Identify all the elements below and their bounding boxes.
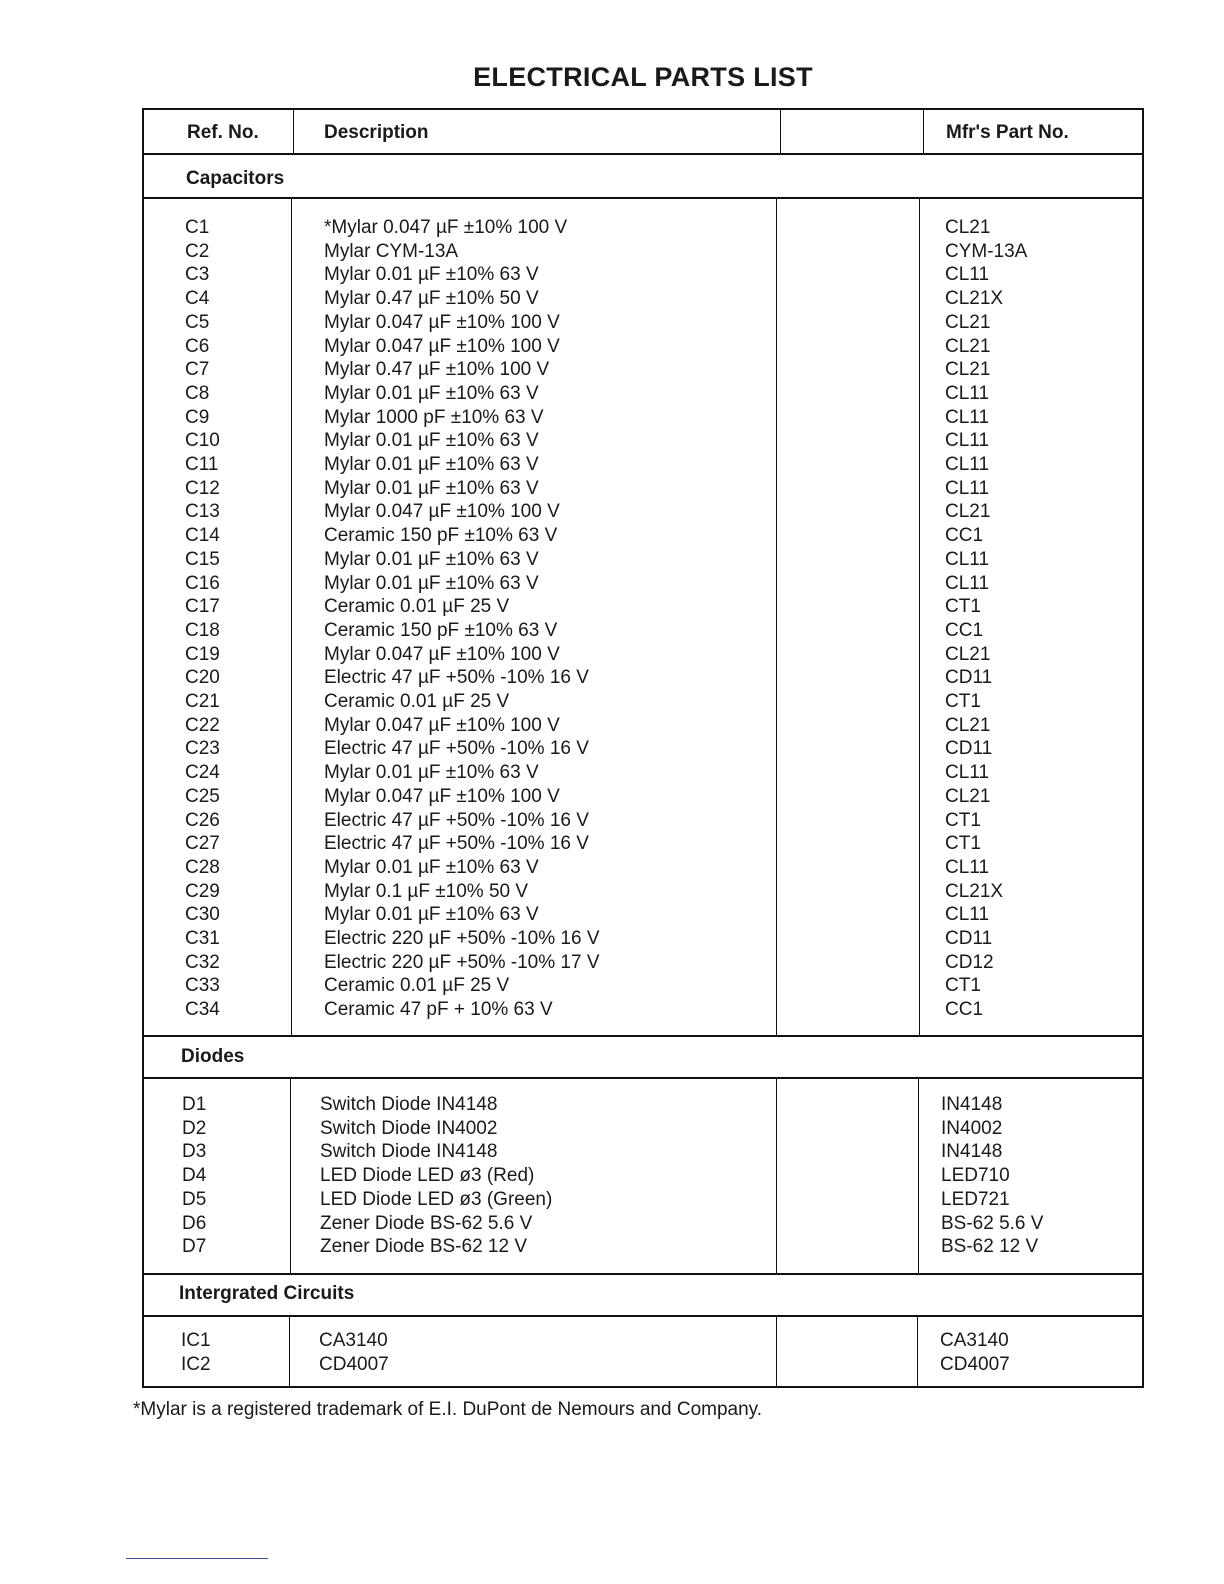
ics-divider (144, 1315, 1142, 1317)
description-cell: Mylar 0.01 µF ±10% 63 V (324, 572, 539, 594)
description-cell: Mylar 0.01 µF ±10% 63 V (324, 856, 539, 878)
mfr-part-cell: CL21 (945, 217, 991, 238)
section-title-ics: Intergrated Circuits (179, 1283, 355, 1304)
ref-cell: C18 (185, 619, 220, 641)
bottom-rule (126, 1558, 268, 1559)
col-line (918, 1078, 919, 1273)
description-cell: Mylar 0.01 µF ±10% 63 V (324, 454, 539, 475)
mfr-part-cell: CL11 (945, 264, 990, 286)
ref-cell: C23 (185, 738, 220, 760)
mfr-part-cell: IN4002 (941, 1117, 1003, 1139)
footnote: *Mylar is a registered trademark of E.I. DuPont de Nemours and Company. (133, 1399, 763, 1420)
ref-cell: C27 (185, 833, 220, 855)
col-line (289, 1316, 290, 1388)
mfr-part-cell: CL11 (945, 904, 990, 926)
diodes-end-divider (144, 1273, 1142, 1275)
ref-cell: C1 (185, 217, 210, 238)
ref-cell: D7 (182, 1236, 207, 1258)
description-cell: Mylar 0.047 µF ±10% 100 V (324, 714, 560, 736)
description-cell: Ceramic 0.01 µF 25 V (324, 975, 510, 997)
col-line (293, 110, 294, 154)
mfr-part-cell: CL21 (945, 335, 991, 357)
ref-cell: C17 (185, 596, 220, 618)
description-cell: Mylar 0.047 µF ±10% 100 V (324, 643, 560, 665)
mfr-part-cell: LED710 (941, 1165, 1010, 1187)
mfr-part-cell: CT1 (945, 975, 981, 997)
description-cell: Mylar 0.047 µF ±10% 100 V (324, 335, 560, 357)
description-cell: Mylar 0.01 µF ±10% 63 V (324, 382, 539, 404)
description-cell: Electric 47 µF +50% -10% 16 V (324, 833, 589, 855)
section-title-capacitors: Capacitors (186, 168, 285, 189)
ref-cell: C34 (185, 999, 220, 1021)
description-cell: Mylar 0.47 µF ±10% 100 V (324, 359, 550, 381)
ref-cell: C13 (185, 501, 220, 523)
col-line (780, 110, 781, 154)
mfr-part-cell: CT1 (945, 596, 981, 618)
description-cell: Mylar CYM-13A (324, 240, 459, 262)
description-cell: Mylar 0.01 µF ±10% 63 V (324, 264, 539, 286)
description-cell: Mylar 1000 pF ±10% 63 V (324, 406, 544, 428)
ref-cell: C14 (185, 525, 220, 547)
description-cell: Ceramic 0.01 µF 25 V (324, 691, 510, 712)
ref-cell: C29 (185, 880, 220, 902)
mfr-part-cell: CL21X (945, 880, 1004, 902)
ref-cell: D6 (182, 1212, 207, 1234)
description-cell: Mylar 0.01 µF ±10% 63 V (324, 548, 539, 570)
mfr-part-cell: CYM-13A (945, 240, 1028, 262)
mfr-part-cell: LED721 (941, 1188, 1010, 1210)
mfr-part-cell: CL21 (945, 785, 991, 807)
ref-cell: C8 (185, 382, 210, 404)
mfr-part-cell: CL21X (945, 288, 1004, 310)
description-cell: LED Diode LED ø3 (Green) (320, 1188, 553, 1210)
description-cell: Mylar 0.01 µF ±10% 63 V (324, 430, 539, 452)
header-description: Description (324, 122, 429, 143)
ref-cell: C5 (185, 311, 210, 333)
capacitors-end-divider (144, 1035, 1142, 1037)
ref-cell: C28 (185, 856, 220, 878)
description-cell: Zener Diode BS-62 5.6 V (320, 1212, 533, 1234)
description-cell: Mylar 0.01 µF ±10% 63 V (324, 904, 539, 926)
mfr-part-cell: CD11 (945, 928, 993, 949)
col-line (917, 1316, 918, 1388)
ref-cell: D5 (182, 1188, 207, 1210)
mfr-part-cell: CL11 (945, 454, 990, 475)
mfr-part-cell: CC1 (945, 619, 984, 641)
description-cell: Mylar 0.047 µF ±10% 100 V (324, 785, 560, 807)
mfr-part-cell: CL21 (945, 501, 991, 523)
description-cell: Zener Diode BS-62 12 V (320, 1236, 528, 1258)
mfr-part-cell: CL11 (945, 406, 990, 428)
col-line (291, 198, 292, 1035)
col-line (776, 1316, 777, 1388)
ref-cell: C31 (185, 928, 220, 949)
mfr-part-cell: CL11 (945, 856, 990, 878)
description-cell: Switch Diode IN4148 (320, 1141, 498, 1163)
ref-cell: C7 (185, 359, 210, 381)
description-cell: CA3140 (319, 1330, 388, 1351)
ref-cell: C26 (185, 809, 220, 831)
diodes-divider (144, 1077, 1142, 1079)
description-cell: Switch Diode IN4002 (320, 1117, 498, 1139)
description-cell: Electric 220 µF +50% -10% 17 V (324, 951, 600, 973)
col-line (776, 198, 777, 1035)
mfr-part-cell: BS-62 5.6 V (941, 1212, 1044, 1234)
mfr-part-cell: IN4148 (941, 1094, 1003, 1115)
mfr-part-cell: CL11 (945, 762, 990, 784)
ref-cell: C16 (185, 572, 220, 594)
ref-cell: C11 (185, 454, 219, 475)
description-cell: LED Diode LED ø3 (Red) (320, 1165, 535, 1187)
ref-cell: D4 (182, 1165, 207, 1187)
mfr-part-cell: CT1 (945, 833, 981, 855)
col-line (290, 1078, 291, 1273)
mfr-part-cell: CL21 (945, 311, 991, 333)
description-cell: Mylar 0.01 µF ±10% 63 V (324, 762, 539, 784)
header-mfr-part: Mfr's Part No. (946, 122, 1069, 143)
mfr-part-cell: CL21 (945, 714, 991, 736)
ref-cell: C21 (185, 691, 220, 712)
description-cell: Ceramic 47 pF + 10% 63 V (324, 999, 553, 1021)
col-line (776, 1078, 777, 1273)
ref-cell: C4 (185, 288, 210, 310)
ref-cell: C3 (185, 264, 210, 286)
ref-cell: IC1 (181, 1330, 211, 1351)
description-cell: Mylar 0.47 µF ±10% 50 V (324, 288, 539, 310)
description-cell: *Mylar 0.047 µF ±10% 100 V (324, 217, 568, 238)
mfr-part-cell: CA3140 (940, 1330, 1009, 1351)
mfr-part-cell: CL21 (945, 643, 991, 665)
description-cell: Electric 47 µF +50% -10% 16 V (324, 809, 589, 831)
description-cell: Ceramic 150 pF ±10% 63 V (324, 525, 558, 547)
mfr-part-cell: CD11 (945, 667, 993, 689)
description-cell: CD4007 (319, 1353, 389, 1375)
mfr-part-cell: IN4148 (941, 1141, 1003, 1163)
parts-table (142, 108, 1144, 1388)
mfr-part-cell: CL11 (945, 382, 990, 404)
mfr-part-cell: CT1 (945, 691, 981, 712)
ref-cell: C19 (185, 643, 220, 665)
ref-cell: C30 (185, 904, 220, 926)
mfr-part-cell: CL11 (945, 477, 990, 499)
description-cell: Mylar 0.047 µF ±10% 100 V (324, 501, 560, 523)
mfr-part-cell: CC1 (945, 525, 984, 547)
ref-cell: C33 (185, 975, 220, 997)
ref-cell: C24 (185, 762, 220, 784)
ref-cell: D1 (182, 1094, 207, 1115)
mfr-part-cell: BS-62 12 V (941, 1236, 1039, 1258)
mfr-part-cell: CC1 (945, 999, 984, 1021)
mfr-part-cell: CL11 (945, 572, 990, 594)
description-cell: Ceramic 0.01 µF 25 V (324, 596, 510, 618)
ref-cell: C9 (185, 406, 210, 428)
ref-cell: C15 (185, 548, 220, 570)
header-ref: Ref. No. (187, 122, 259, 143)
description-cell: Electric 47 µF +50% -10% 16 V (324, 667, 589, 689)
section-title-diodes: Diodes (181, 1046, 245, 1067)
mfr-part-cell: CD11 (945, 738, 993, 760)
col-line (919, 198, 920, 1035)
mfr-part-cell: CD12 (945, 951, 994, 973)
description-cell: Mylar 0.01 µF ±10% 63 V (324, 477, 539, 499)
description-cell: Ceramic 150 pF ±10% 63 V (324, 619, 558, 641)
ref-cell: C20 (185, 667, 220, 689)
col-line (923, 110, 924, 154)
ref-cell: C10 (185, 430, 220, 452)
capacitors-divider (144, 197, 1142, 199)
ref-cell: C6 (185, 335, 210, 357)
ref-cell: D3 (182, 1141, 207, 1163)
mfr-part-cell: CD4007 (940, 1353, 1010, 1375)
description-cell: Electric 220 µF +50% -10% 16 V (324, 928, 600, 949)
description-cell: Mylar 0.047 µF ±10% 100 V (324, 311, 560, 333)
ref-cell: C32 (185, 951, 220, 973)
ref-cell: C12 (185, 477, 220, 499)
mfr-part-cell: CL11 (945, 548, 990, 570)
mfr-part-cell: CL11 (945, 430, 990, 452)
page-title: ELECTRICAL PARTS LIST (473, 62, 813, 92)
mfr-part-cell: CT1 (945, 809, 981, 831)
ref-cell: IC2 (181, 1353, 211, 1375)
description-cell: Switch Diode IN4148 (320, 1094, 498, 1115)
ref-cell: C2 (185, 240, 210, 262)
description-cell: Mylar 0.1 µF ±10% 50 V (324, 880, 529, 902)
ref-cell: D2 (182, 1117, 207, 1139)
description-cell: Electric 47 µF +50% -10% 16 V (324, 738, 589, 760)
ref-cell: C22 (185, 714, 220, 736)
ref-cell: C25 (185, 785, 220, 807)
mfr-part-cell: CL21 (945, 359, 991, 381)
